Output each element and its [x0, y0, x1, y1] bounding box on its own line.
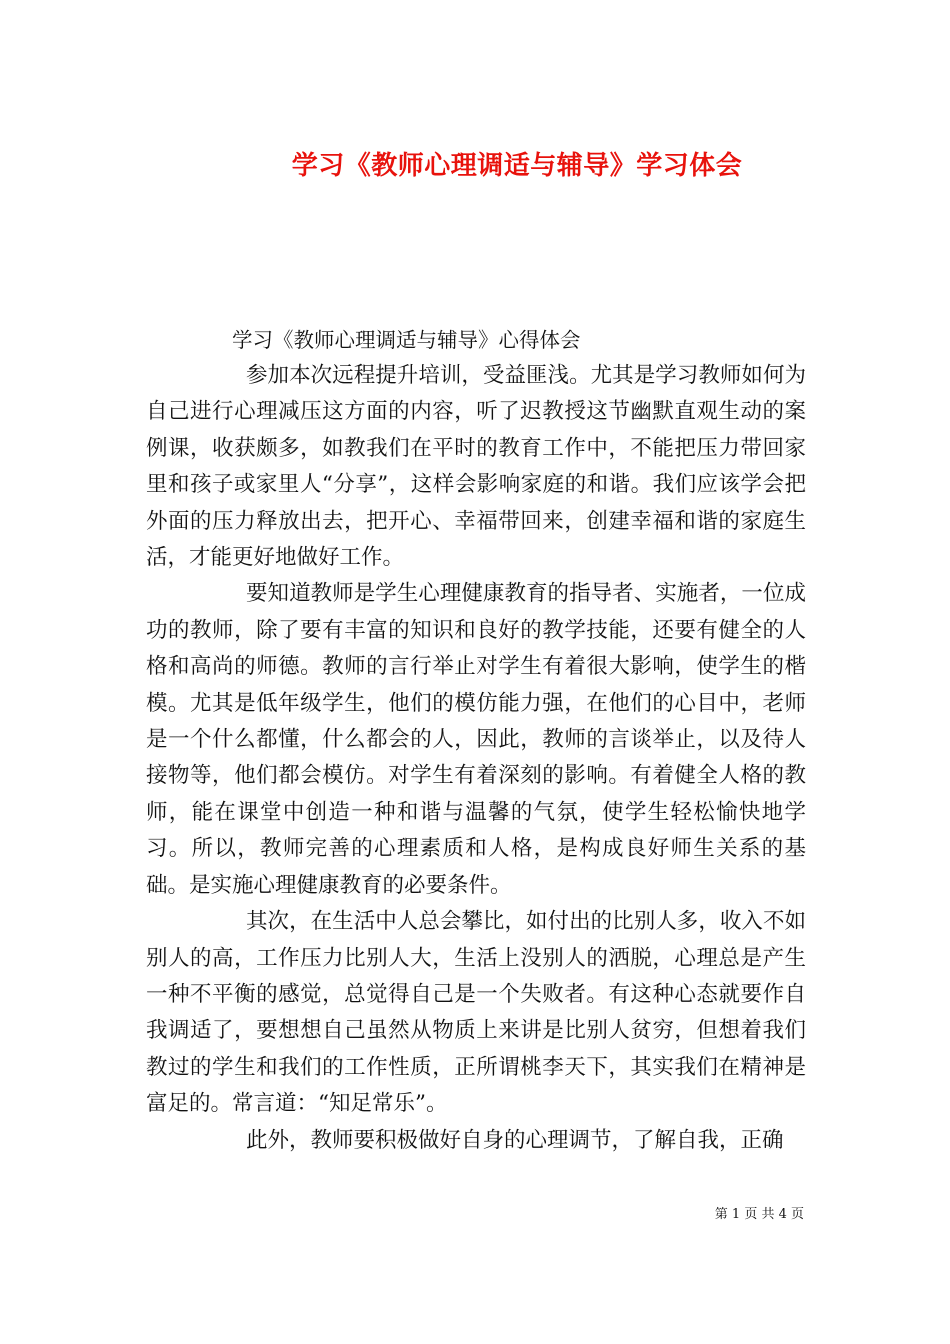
document-title: 学习《教师心理调适与辅导》学习体会	[291, 151, 743, 182]
document-body	[146, 358, 806, 1159]
paragraph-4: 此外，教师要积极做好自身的心理调节，了解自我，正确	[246, 1127, 784, 1153]
paragraph-1: 参加本次远程提升培训，受益匪浅。尤其是学习教师如何为自己进行心理减压这方面的内容，听了迟教授这节幽默直观生动的案例课，收获颇多，如教我们在平时的教育工作中，不能把压力带回家里和孩子或家里人“分享”，这样会影响家庭的和谐。我们应该学会把外面的压力释放出去，把开心、幸福带回来，创建幸福和谐的家庭生活，才能更好地做好工作。	[146, 363, 806, 571]
paragraph-3: 其次，在生活中人总会攀比，如付出的比别人多，收入不如别人的高，工作压力比别人大，生活上没别人的洒脱，心理总是产生一种不平衡的感觉，总觉得自己是一个失败者。有这种心态就要作自我调适了，要想想自己虽然从物质上来讲是比别人贫穷，但想着我们教过的学生和我们的工作性质，正所谓桃李天下，其实我们在精神是富足的。常言道：“知足常乐”。	[146, 909, 806, 1117]
document-subtitle: 学习《教师心理调适与辅导》心得体会	[232, 328, 581, 352]
paragraph-2: 要知道教师是学生心理健康教育的指导者、实施者，一位成功的教师，除了要有丰富的知识和良好的教学技能，还要有健全的人格和高尚的师德。教师的言行举止对学生有着很大影响，使学生的楷模。尤其是低年级学生，他们的模仿能力强，在他们的心目中，老师是一个什么都懂，什么都会的人，因此，教师的言谈举止，以及待人接物等，他们都会模仿。对学生有着深刻的影响。有着健全人格的教师，能在课堂中创造一种和谐与温馨的气氛，使学生轻松愉快地学习。所以，教师完善的心理素质和人格，是构成良好师生关系的基础。是实施心理健康教育的必要条件。	[146, 581, 806, 898]
page-number-footer: 第 1 页 共 4 页	[714, 1207, 804, 1222]
